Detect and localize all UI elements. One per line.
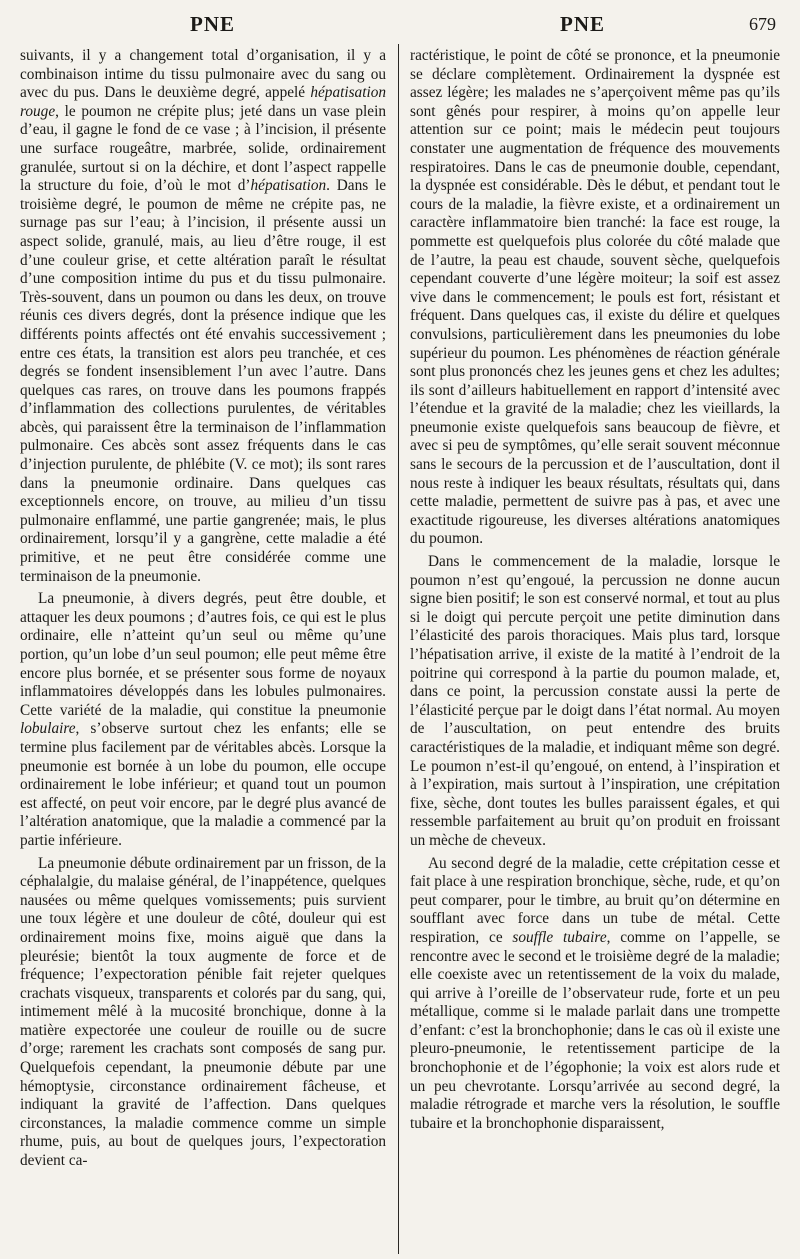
text-run: . Dans le troisième degré, le poumon de même ne crépite pas, ne surnage pas sur l’eau; à l’incision, il présente aussi un aspect solide, granulé, mais, au lieu d’être rouge, il est d’une couleur grise, et cette altération paraît le résultat d’une composition intime du pus et du tissu pulmonaire. Très-souvent, dans un poumon ou dans les deux, on trouve réunis ces divers degrés, dont la présence indique que les différents points affectés ont été envahis successivement ; entre ces états, la transition est alors peu tranchée, et ces degrés se fondent insensiblement l’un avec l’autre. Dans quelques cas rares, on trouve dans les poumons frappés d’inflammation des collections purulentes, de véritables abcès, qui paraissent être la terminaison de l’inflammation pulmonaire. Ces abcès sont assez fréquents dans le cas d’injection purulente, de phlébite (V. ce mot); ils sont rares dans la pneumonie ordinaire. Dans quelques cas exceptionnels encore, on trouve, au milieu d’un tissu pulmonaire enflammé, une partie gangrenée; mais, le plus ordinairement, lorsqu’il y a gangrène, cette maladie a été primitive, et ne peut être considérée comme une terminaison de la pneumonie. bbox=[20, 177, 386, 585]
left-running-head: PNE bbox=[190, 12, 235, 36]
paragraph bbox=[20, 590, 386, 850]
page-number: 679 bbox=[749, 14, 776, 34]
text-run: , s’observe surtout chez les enfants; elle se termine plus facilement par de véritables abcès. Lorsque la pneumonie est bornée à un lobe du poumon, elle occupe ordinairement le lobe inférieur; et quand tout un poumon est affecté, on peut voir encore, par le degré plus avancé de l’altération anatomique, que la maladie a commencé par la partie inférieure. bbox=[20, 720, 386, 849]
paragraph: La pneumonie débute ordinairement par un frisson, de la céphalalgie, du malaise général, de l’inappétence, quelques nausées ou même quelques vomissements; puis survient une toux légère et une douleur de côté, douleur qui est ordinairement moins fixe, moins aiguë que dans la pleurésie; bientôt la toux augmente de force et de fréquence; l’expectoration pénible fait rejeter quelques crachats visqueux, transparents et colorés par du sang, qui, intimement mêlé à la mucosité bronchique, donne à la matière expectorée une couleur de rouille ou de sucre d’orge; rarement les crachats sont composés de sang pur. Quelquefois cependant, la pneumonie débute par une hémoptysie, circonstance ordinairement fâcheuse, et indiquant la gravité de l’affection. Dans quelques circonstances, la maladie commence comme un simple rhume, puis, au bout de quelques jours, l’expectoration devient ca- bbox=[20, 854, 386, 1170]
right-column bbox=[410, 47, 780, 1133]
paragraph: ractéristique, le point de côté se prononce, et la pneumonie se déclare complètement. Ordinairement la dyspnée est assez légère; les malades ne s’aperçoivent même pas qu’ils sont gênés pour respirer, à moins qu’on appelle leur attention sur ce point; mais le médecin peut toujours constater une augmentation de fréquence des mouvements respiratoires. Dans le cas de pneumonie double, cependant, la dyspnée est considérable. Dès le début, et pendant tout le cours de la maladie, la fièvre existe, et a ordinairement un caractère inflammatoire bien tranché: la face est rouge, la pommette est quelquefois plus colorée du côté malade que de l’autre, la peau est chaude, souvent sèche, quelquefois cependant couverte d’une légère moiteur; la soif est assez vive dans le commencement; le pouls est fort, résistant et fréquent. Dans quelques cas, il existe du délire et quelques convulsions, particulièrement dans les pneumonies du lobe supérieur du poumon. Les phénomènes de réaction générale sont plus prononcés chez les jeunes gens et chez les adultes; ils sont d’ailleurs habituellement en rapport d’intensité avec l’étendue et la gravité de la maladie; chez les vieillards, la pneumonie existe quelquefois sans beaucoup de fièvre, et avec si peu de symptômes, qu’elle serait souvent méconnue sans le secours de la percussion et de l’auscultation, dont il nous reste à indiquer les beaux résultats, résultats qui, dans cette maladie, permettent de suivre pas à pas, et avec une exactitude rigoureuse, les diverses altérations anatomiques du poumon. bbox=[410, 47, 780, 548]
text-run: suivants, il y a changement total d’organisation, il y a combinaison intime du tissu pulmonaire avec du sang ou avec du pus. Dans le deuxième degré, appelé bbox=[20, 47, 386, 102]
italic-term: hépatisation rouge bbox=[20, 84, 386, 120]
text-run: , comme on l’appelle, se rencontre avec le second et le troisième degré de la maladie; elle coexiste avec un retentissement de la voix du malade, qui arrive à l’oreille de l’observateur rude, forte et un peu métallique, comme si le malade parlait dans une trompette d’enfant: c’est la bronchophonie; dans le cas où il existe une pleuro-pneumonie, le retentissement participe de la bronchophonie et de l’égophonie; la voix est alors rude et un peu chevrotante. Lorsqu’arrivée au second degré, la maladie rétrograde et marche vers la résolution, le souffle tubaire et la bronchophonie disparaissent, bbox=[410, 928, 780, 1132]
paragraph: Dans le commencement de la maladie, lorsque le poumon n’est qu’engoué, la percussion ne donne aucun signe bien positif; le son est conservé normal, et tout au plus si le doigt qui percute perçoit une petite diminution dans l’élasticité des parois thoraciques. Mais plus tard, lorsque l’hépatisation arrive, il existe de la matité à l’endroit de la poitrine qui correspond à la partie du poumon malade, et, dans ce point, la percussion constate aussi la perte de l’élasticité perçue par le doigt dans l’état normal. Au moyen de l’auscultation, on peut entendre des bruits caractéristiques de la maladie, et indiquant même son degré. Le poumon n’est-il qu’engoué, on entend, à l’inspiration et à l’expiration, mais surtout à l’inspiration, une crépitation fixe, sèche, dont toutes les bulles paraissent égales, et qui ressemble parfaitement au bruit qu’on produit en froissant un mèche de cheveux. bbox=[410, 553, 780, 849]
left-column bbox=[20, 47, 386, 1171]
text-run: , le poumon ne crépite plus; jeté dans un vase plein d’eau, il gagne le fond de ce vase ; à l’incision, il présente une surface rougeâtre, marbrée, solide, ordinairement granulée, surtout si on la déchire, et dont l’aspect rappelle la structure du foie, d’où le mot d’ bbox=[20, 102, 386, 195]
paragraph bbox=[410, 855, 780, 1134]
text-run: Au second degré de la maladie, cette crépitation cesse et fait place à une respiration bronchique, sèche, rude, et qu’on peut comparer, pour le timbre, au bruit qu’on détermine en soufflant avec force dans un tube de métal. Cette respiration, ce bbox=[410, 854, 780, 946]
paragraph bbox=[20, 47, 386, 586]
column-divider bbox=[398, 44, 399, 1254]
running-header bbox=[0, 12, 800, 42]
italic-term: lobulaire bbox=[20, 720, 76, 738]
text-run: La pneumonie, à divers degrés, peut être double, et attaquer les deux poumons ; d’autres fois, ce qui est le plus ordinaire, elle n’atteint qu’un seul ou même qu’une portion, qu’un lobe d’un seul poumon; elle peut même être encore plus bornée, et se présenter sous forme de noyaux inflammatoires développés dans les lobules pulmonaires. Cette variété de la maladie, qui constitue la pneumonie bbox=[20, 590, 386, 719]
italic-term: hépatisation bbox=[250, 177, 327, 195]
italic-term: souffle tubaire bbox=[512, 928, 607, 946]
right-running-head: PNE bbox=[560, 12, 605, 36]
